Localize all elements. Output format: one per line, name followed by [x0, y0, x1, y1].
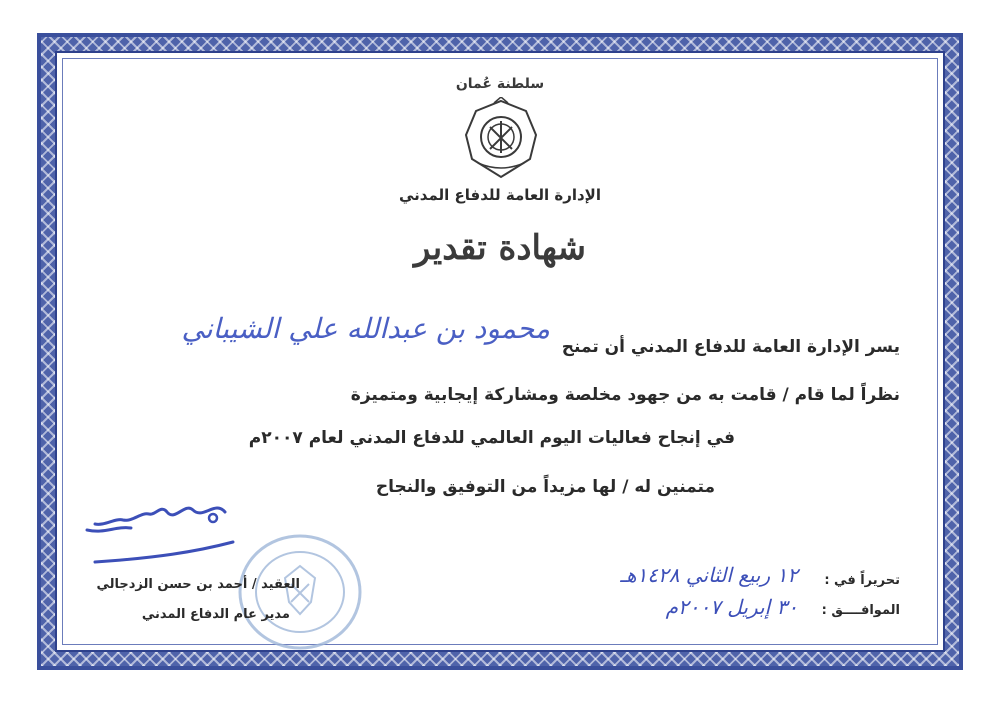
body-line-3: في إنجاح فعاليات اليوم العالمي للدفاع المدني لعام ٢٠٠٧م — [248, 428, 735, 448]
body-line-2: نظراً لما قام / قامت به من جهود مخلصة ومشاركة إيجابية ومتميزة — [350, 385, 900, 405]
date-label-hijri: تحريراً في : — [824, 573, 900, 588]
recipient-name: محمود بن عبدالله علي الشيباني — [181, 312, 550, 345]
certificate-title: شهادة تقدير — [413, 228, 587, 268]
official-stamp-icon — [235, 532, 365, 652]
body-line-4: متمنين له / لها مزيداً من التوفيق والنجاح — [375, 477, 715, 497]
date-hijri: ١٢ ربيع الثاني ١٤٢٨هـ — [620, 563, 798, 587]
country-name: سلطنة عُمان — [455, 76, 545, 92]
date-gregorian: ٣٠ إبريل ٢٠٠٧م — [665, 595, 798, 619]
civil-defence-emblem-icon — [456, 97, 546, 181]
handwritten-signature-icon — [75, 492, 235, 570]
date-label-gregorian: الموافــــق : — [821, 603, 900, 618]
body-line-1: يسر الإدارة العامة للدفاع المدني أن تمنح — [561, 337, 900, 357]
signatory-rank-name: العقيد / أحمد بن حسن الزدجالي — [96, 577, 300, 592]
department-name: الإدارة العامة للدفاع المدني — [399, 186, 601, 204]
signatory-role: مدير عام الدفاع المدني — [141, 607, 290, 622]
